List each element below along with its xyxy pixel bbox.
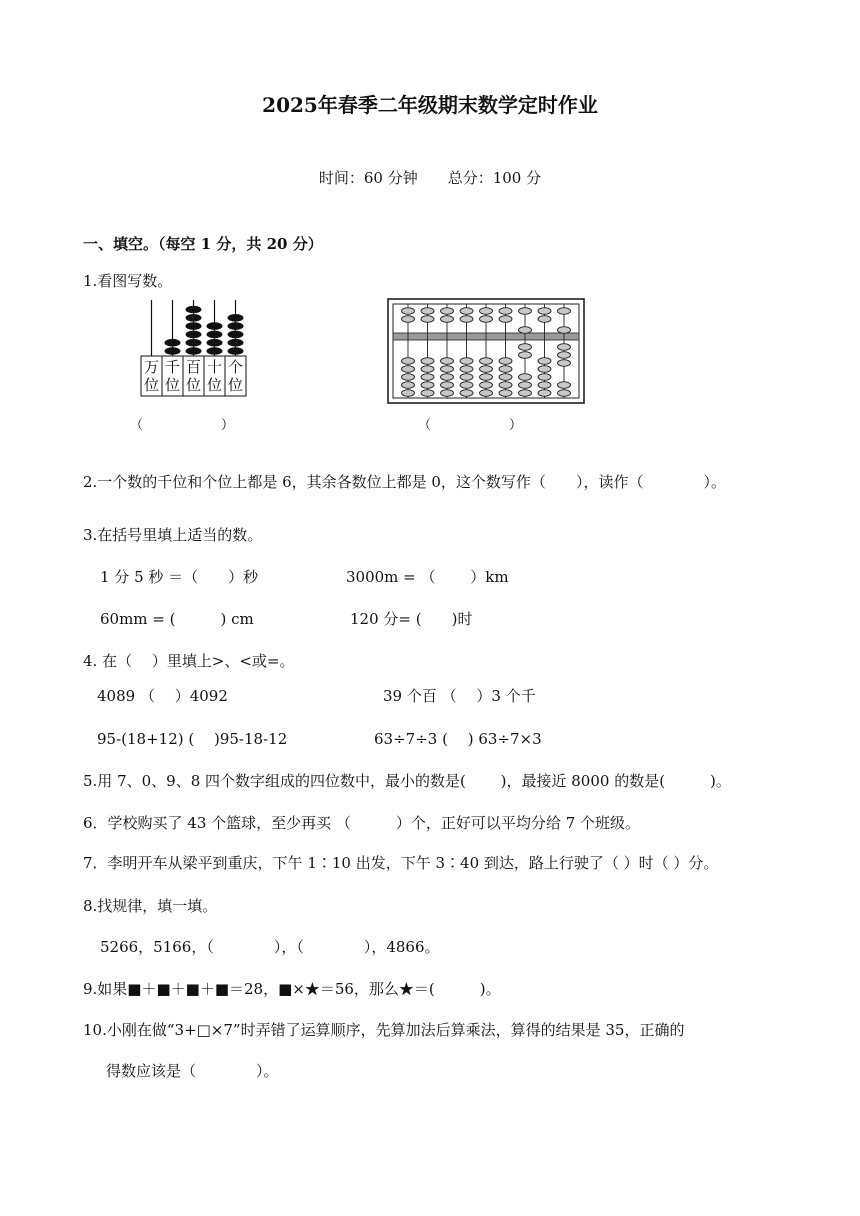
section-heading: 一、填空。（每空 1 分，共 20 分） xyxy=(83,235,323,253)
suanpan-lower-bead xyxy=(519,390,532,397)
suanpan-lower-bead xyxy=(519,374,532,381)
question-9: 9.如果■＋■＋■＋■＝28，■×★＝56，那么★＝( )。 xyxy=(83,980,501,998)
suanpan-upper-bead xyxy=(402,308,415,315)
abacus-bead xyxy=(186,322,202,330)
question-3b: 3000m = （ ）km xyxy=(346,568,509,586)
suanpan-lower-bead xyxy=(460,382,473,389)
answer-blank-1[interactable]: （ ） xyxy=(130,418,235,433)
suanpan-upper-bead xyxy=(480,316,493,323)
suanpan-lower-bead xyxy=(421,374,434,381)
question-8: 8.找规律，填一填。 xyxy=(83,897,218,915)
abacus-bead xyxy=(207,331,223,339)
abacus-label: 位 xyxy=(143,376,160,394)
abacus-bead xyxy=(207,322,223,330)
suanpan-lower-bead xyxy=(538,390,551,397)
suanpan-upper-bead xyxy=(519,327,532,334)
suanpan-lower-bead xyxy=(402,382,415,389)
abacus-label: 位 xyxy=(185,376,202,394)
suanpan-lower-bead xyxy=(480,374,493,381)
abacus-bead xyxy=(228,339,244,347)
suanpan-lower-bead xyxy=(441,390,454,397)
question-1: 1.看图写数。 xyxy=(83,272,173,290)
suanpan-lower-bead xyxy=(538,366,551,373)
question-4d: 63÷7÷3 ( ) 63÷7×3 xyxy=(374,730,542,748)
abacus-bead xyxy=(228,322,244,330)
suanpan-lower-bead xyxy=(480,390,493,397)
abacus-bead xyxy=(207,339,223,347)
suanpan-lower-bead xyxy=(558,352,571,359)
question-3c: 60mm = ( ) cm xyxy=(100,610,254,628)
question-4b: 39 个百 （ ）3 个千 xyxy=(383,687,536,705)
suanpan-lower-bead xyxy=(519,344,532,351)
suanpan-lower-bead xyxy=(499,358,512,365)
suanpan-lower-bead xyxy=(558,382,571,389)
question-10: 10.小刚在做“3+□×7”时弄错了运算顺序，先算加法后算乘法，算得的结果是 35，正确的 xyxy=(83,1021,685,1039)
suanpan-lower-bead xyxy=(499,390,512,397)
question-5: 5.用 7、0、9、8 四个数字组成的四位数中，最小的数是( )，最接近 8000 的数是( )。 xyxy=(83,772,731,790)
suanpan-lower-bead xyxy=(421,366,434,373)
abacus-bead xyxy=(186,331,202,339)
suanpan-lower-bead xyxy=(480,366,493,373)
abacus-bead xyxy=(207,347,223,355)
abacus-label: 位 xyxy=(206,376,223,394)
question-4a: 4089 （ ）4092 xyxy=(97,687,228,705)
suanpan-lower-bead xyxy=(441,382,454,389)
abacus-bead xyxy=(165,347,181,355)
question-10-cont: 得数应该是（ ）。 xyxy=(106,1062,279,1080)
exam-info: 时间：60 分钟 总分：100 分 xyxy=(318,169,542,187)
abacus-bead xyxy=(186,314,202,322)
suanpan-lower-bead xyxy=(421,382,434,389)
suanpan-upper-bead xyxy=(441,316,454,323)
abacus-bead xyxy=(228,314,244,322)
suanpan-lower-bead xyxy=(441,366,454,373)
counting-abacus xyxy=(135,296,255,402)
suanpan-abacus xyxy=(387,298,585,404)
suanpan-lower-bead xyxy=(402,390,415,397)
suanpan-upper-bead xyxy=(499,316,512,323)
question-4c: 95-(18+12) ( )95-18-12 xyxy=(97,730,288,748)
abacus-label: 百 xyxy=(185,358,202,376)
suanpan-lower-bead xyxy=(499,374,512,381)
suanpan-upper-bead xyxy=(558,327,571,334)
suanpan-lower-bead xyxy=(402,366,415,373)
question-3: 3.在括号里填上适当的数。 xyxy=(83,526,263,544)
question-8-sequence: 5266，5166，（ ），（ ），4866。 xyxy=(100,938,440,956)
suanpan-upper-bead xyxy=(460,316,473,323)
suanpan-lower-bead xyxy=(519,352,532,359)
abacus-label: 位 xyxy=(227,376,244,394)
abacus-bead xyxy=(228,331,244,339)
suanpan-lower-bead xyxy=(558,360,571,367)
suanpan-lower-bead xyxy=(421,358,434,365)
abacus-bead xyxy=(186,339,202,347)
suanpan-lower-bead xyxy=(499,382,512,389)
abacus-bead xyxy=(228,347,244,355)
suanpan-lower-bead xyxy=(538,358,551,365)
suanpan-lower-bead xyxy=(538,374,551,381)
suanpan-upper-bead xyxy=(558,308,571,315)
suanpan-lower-bead xyxy=(558,390,571,397)
suanpan-lower-bead xyxy=(441,358,454,365)
suanpan-lower-bead xyxy=(558,344,571,351)
abacus-label: 位 xyxy=(164,376,181,394)
question-4: 4. 在（ ）里填上>、<或=。 xyxy=(83,652,295,670)
suanpan-lower-bead xyxy=(402,374,415,381)
suanpan-upper-bead xyxy=(402,316,415,323)
abacus-label: 个 xyxy=(227,358,244,376)
abacus-label: 万 xyxy=(143,358,160,376)
suanpan-lower-bead xyxy=(480,382,493,389)
suanpan-lower-bead xyxy=(402,358,415,365)
suanpan-upper-bead xyxy=(538,316,551,323)
abacus-bead xyxy=(165,339,181,347)
question-7: 7．李明开车从梁平到重庆，下午 1∶10 出发，下午 3∶40 到达，路上行驶了（ ）时（ ）分。 xyxy=(83,854,719,872)
abacus-label: 千 xyxy=(164,358,181,376)
suanpan-upper-bead xyxy=(441,308,454,315)
suanpan-lower-bead xyxy=(441,374,454,381)
question-3d: 120 分= ( )时 xyxy=(350,610,473,628)
suanpan-upper-bead xyxy=(499,308,512,315)
abacus-bead xyxy=(186,306,202,314)
suanpan-lower-bead xyxy=(460,374,473,381)
abacus-bead xyxy=(186,347,202,355)
suanpan-lower-bead xyxy=(460,366,473,373)
suanpan-upper-bead xyxy=(460,308,473,315)
page-title: 2025年春季二年级期末数学定时作业 xyxy=(262,93,598,117)
suanpan-upper-bead xyxy=(538,308,551,315)
question-6: 6．学校购买了 43 个篮球，至少再买 （ ）个，正好可以平均分给 7 个班级。 xyxy=(83,814,641,832)
suanpan-lower-bead xyxy=(519,382,532,389)
abacus-label: 十 xyxy=(206,358,223,376)
suanpan-upper-bead xyxy=(519,308,532,315)
question-3a: 1 分 5 秒 ＝（ ）秒 xyxy=(100,568,259,586)
suanpan-lower-bead xyxy=(499,366,512,373)
suanpan-lower-bead xyxy=(421,390,434,397)
suanpan-upper-bead xyxy=(480,308,493,315)
suanpan-lower-bead xyxy=(538,382,551,389)
answer-blank-2[interactable]: （ ） xyxy=(418,418,523,433)
suanpan-lower-bead xyxy=(460,390,473,397)
suanpan-upper-bead xyxy=(421,316,434,323)
suanpan-lower-bead xyxy=(460,358,473,365)
suanpan-upper-bead xyxy=(421,308,434,315)
suanpan-lower-bead xyxy=(480,358,493,365)
question-2: 2.一个数的千位和个位上都是 6，其余各数位上都是 0，这个数写作（ ），读作（ ）。 xyxy=(83,473,726,491)
